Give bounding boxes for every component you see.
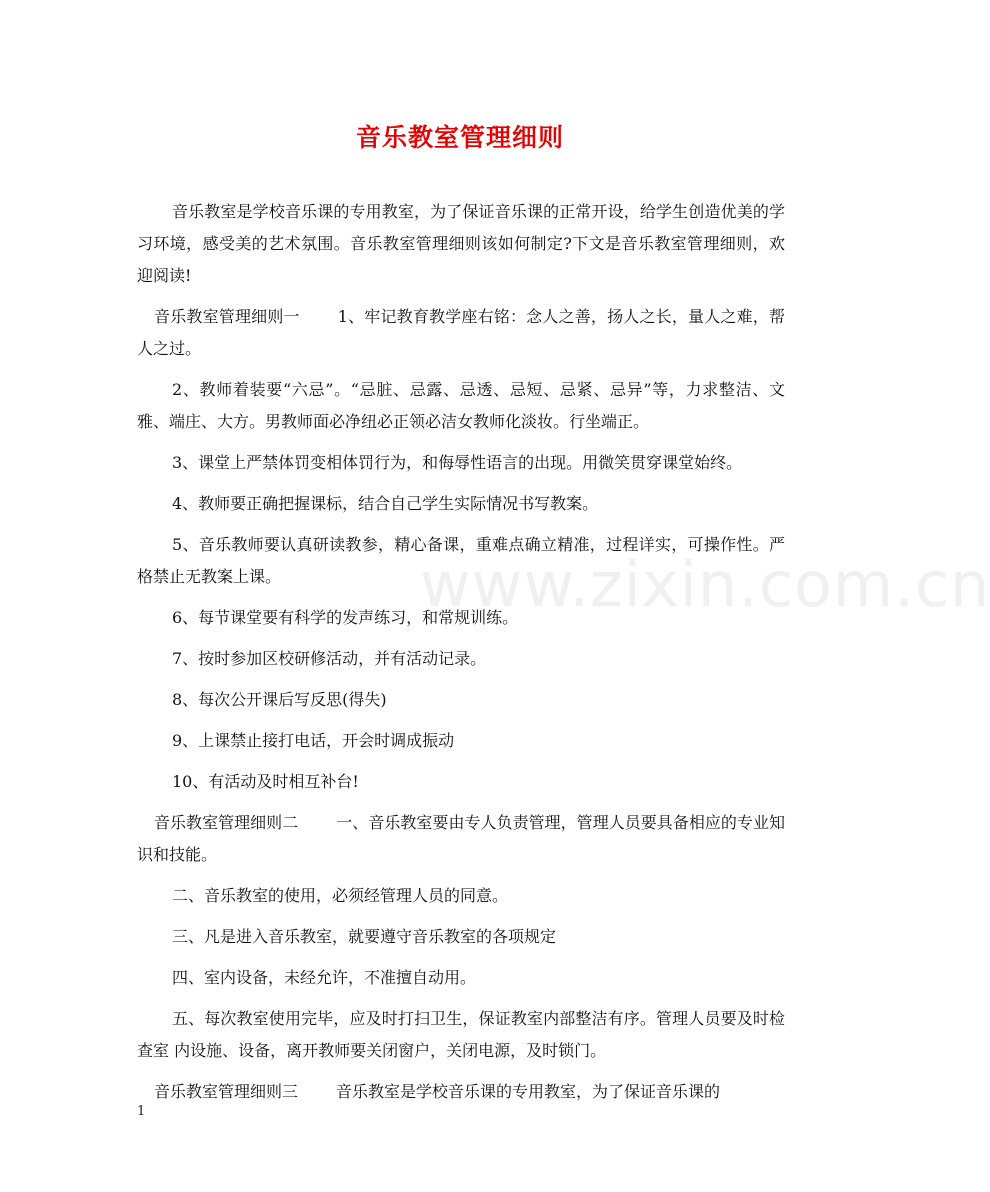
paragraph-text: 1、牢记教育教学座右铭：念人之善，扬人之长，量人之难，帮人之过。 — [137, 307, 785, 358]
paragraph — [137, 301, 785, 365]
paragraph — [137, 921, 785, 953]
paragraph-text: 二、音乐教室的使用，必须经管理人员的同意。 — [172, 886, 509, 905]
paragraph — [137, 684, 785, 716]
paragraph — [137, 962, 785, 994]
page-number: 1 — [137, 1104, 146, 1119]
paragraph — [137, 1003, 785, 1067]
paragraph-text: 3、课堂上严禁体罚变相体罚行为，和侮辱性语言的出现。用微笑贯穿课堂始终。 — [172, 453, 743, 472]
paragraph — [137, 602, 785, 634]
paragraph-text: 三、凡是进入音乐教室，就要遵守音乐教室的各项规定 — [172, 927, 557, 946]
paragraph — [137, 1076, 785, 1108]
paragraph-text: 7、按时参加区校研修活动，并有活动记录。 — [172, 649, 487, 668]
paragraph-text: 6、每节课堂要有科学的发声练习，和常规训练。 — [172, 608, 519, 627]
section-heading: 音乐教室管理细则二 — [154, 813, 299, 832]
paragraph — [137, 643, 785, 675]
paragraph-text: 音乐教室是学校音乐课的专用教室，为了保证音乐课的正常开设，给学生创造优美的学习环境，感受美的艺术氛围。音乐教室管理细则该如何制定?下文是音乐教室管理细则，欢迎阅读! — [137, 202, 785, 285]
paragraph — [137, 447, 785, 479]
paragraph — [137, 488, 785, 520]
paragraph-text: 4、教师要正确把握课标，结合自己学生实际情况书写教案。 — [172, 494, 599, 513]
section-heading: 音乐教室管理细则一 — [154, 307, 300, 326]
paragraph-text: 五、每次教室使用完毕，应及时打扫卫生，保证教室内部整洁有序。管理人员要及时检查室 内设施、设备，离开教师要关闭窗户，关闭电源，及时锁门。 — [137, 1009, 785, 1060]
section-heading: 音乐教室管理细则三 — [154, 1082, 299, 1101]
paragraph — [137, 725, 785, 757]
paragraph — [137, 529, 785, 593]
paragraph-text: 音乐教室是学校音乐课的专用教室，为了保证音乐课的 — [336, 1082, 721, 1101]
paragraph-text: 2、教师着装要“六忌”。“忌脏、忌露、忌透、忌短、忌紧、忌异”等，力求整洁、文雅、端庄、大方。男教师面必净纽必正领必洁女教师化淡妆。行坐端正。 — [137, 380, 785, 431]
paragraph — [137, 766, 785, 798]
paragraph-text: 5、音乐教师要认真研读教参，精心备课，重难点确立精准，过程详实，可操作性。严格禁止无教案上课。 — [137, 535, 785, 586]
paragraph — [137, 807, 785, 871]
paragraph — [137, 880, 785, 912]
document-body — [137, 196, 785, 1117]
paragraph-text: 8、每次公开课后写反思(得失) — [172, 690, 387, 709]
paragraph — [137, 196, 785, 292]
document-title: 音乐教室管理细则 — [355, 123, 564, 152]
paragraph — [137, 374, 785, 438]
watermark: www.zixin.com.cn — [420, 548, 990, 621]
paragraph-text: 10、有活动及时相互补台! — [172, 772, 359, 791]
paragraph-text: 9、上课禁止接打电话，开会时调成振动 — [172, 731, 455, 750]
paragraph-text: 一、音乐教室要由专人负责管理，管理人员要具备相应的专业知识和技能。 — [137, 813, 785, 864]
paragraph-text: 四、室内设备，未经允许，不准擅自动用。 — [172, 968, 477, 987]
